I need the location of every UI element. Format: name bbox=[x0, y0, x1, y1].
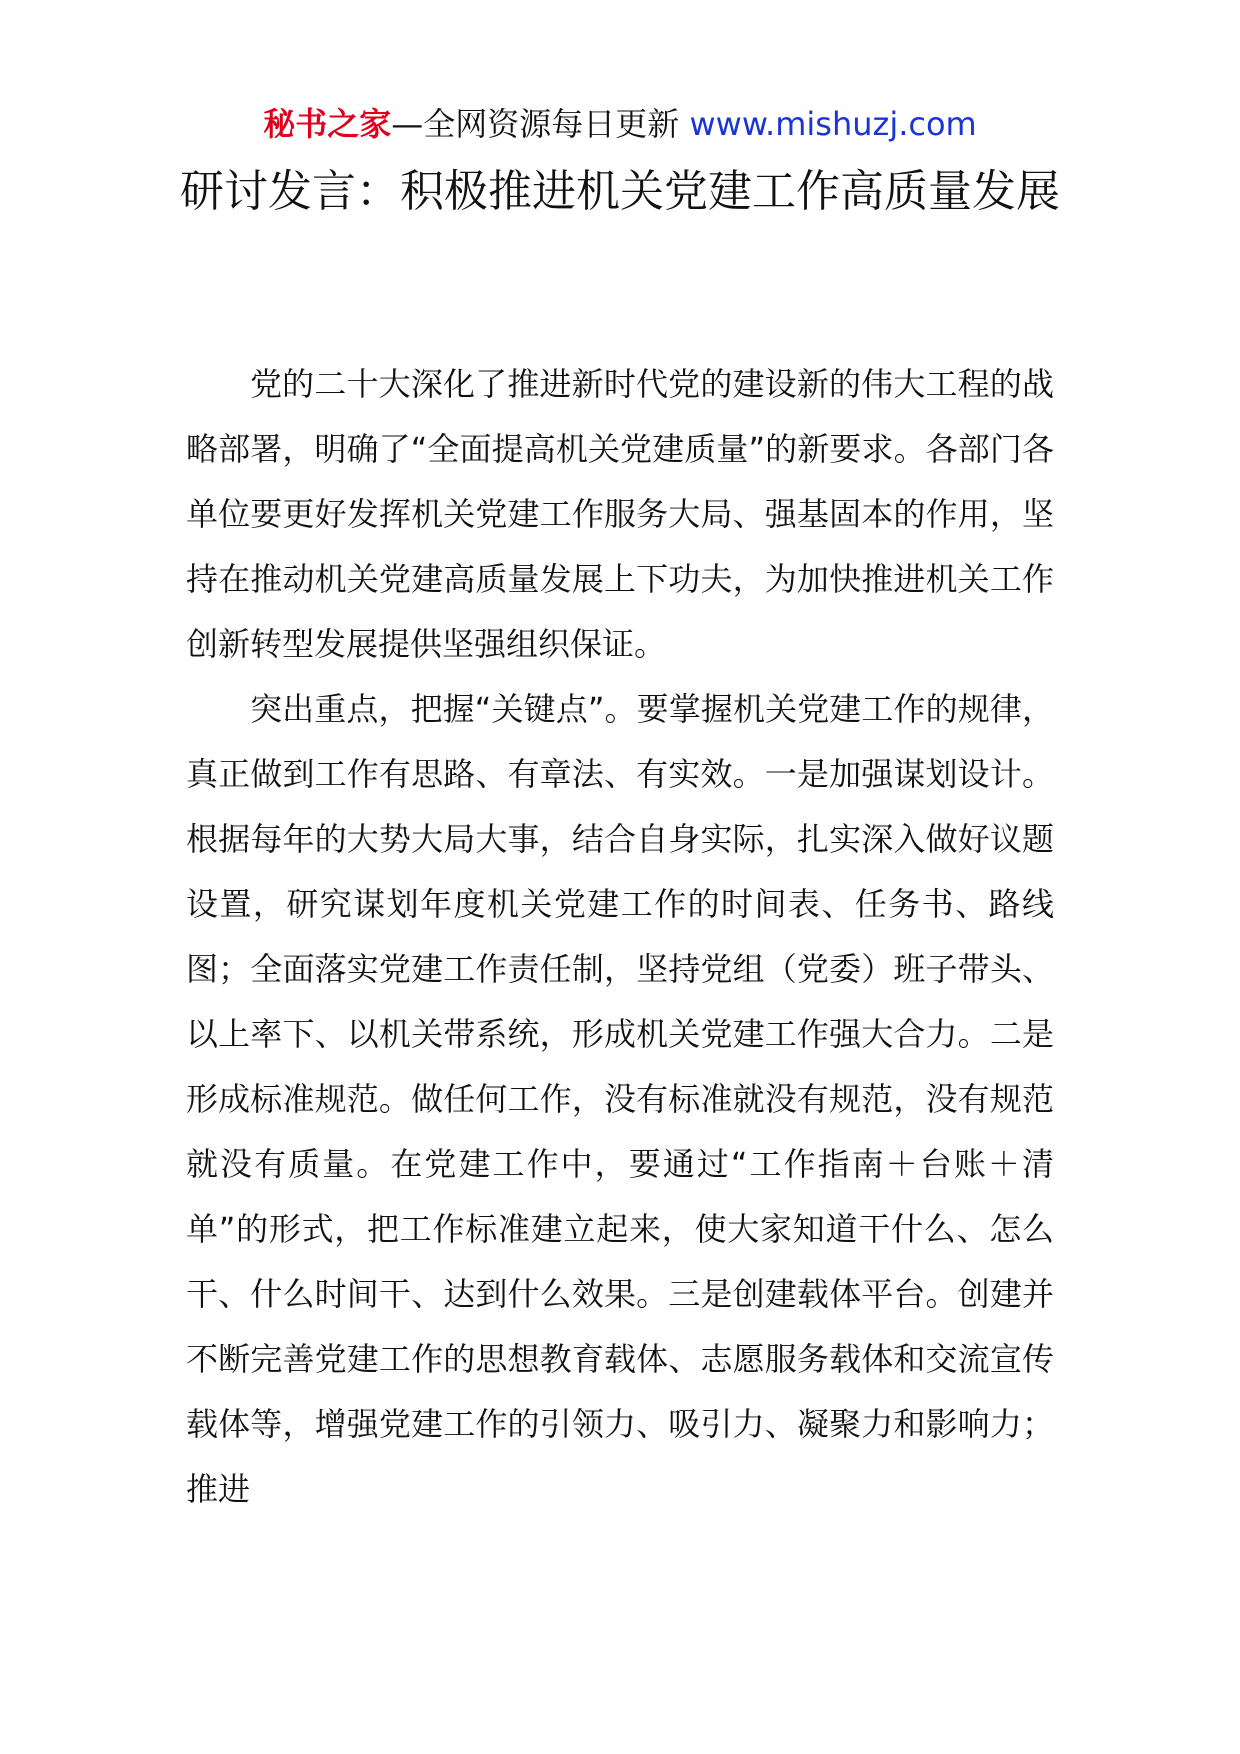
document-body bbox=[186, 352, 1054, 1522]
site-url-link[interactable]: www.mishuzj.com bbox=[689, 105, 977, 143]
paragraph-key-points: 突出重点，把握“关键点”。要掌握机关党建工作的规律，真正做到工作有思路、有章法、有实效。一是加强谋划设计。根据每年的大势大局大事，结合自身实际，扎实深入做好议题设置，研究谋划年度机关党建工作的时间表、任务书、路线图；全面落实党建工作责任制，坚持党组（党委）班子带头、以上率下、以机关带系统，形成机关党建工作强大合力。二是形成标准规范。做任何工作，没有标准就没有规范，没有规范就没有质量。在党建工作中，要通过“工作指南＋台账＋清单”的形式，把工作标准建立起来，使大家知道干什么、怎么干、什么时间干、达到什么效果。三是创建载体平台。创建并不断完善党建工作的思想教育载体、志愿服务载体和交流宣传载体等，增强党建工作的引领力、吸引力、凝聚力和影响力；推进 bbox=[186, 690, 1054, 1508]
document-title: 研讨发言：积极推进机关党建工作高质量发展 bbox=[180, 166, 1060, 217]
site-brand: 秘书之家 bbox=[263, 105, 392, 143]
paragraph-intro: 党的二十大深化了推进新时代党的建设新的伟大工程的战略部署，明确了“全面提高机关党建质量”的新要求。各部门各单位要更好发挥机关党建工作服务大局、强基固本的作用，坚持在推动机关党建高质量发展上下功夫，为加快推进机关工作创新转型发展提供坚强组织保证。 bbox=[186, 365, 1054, 663]
site-tagline: —全网资源每日更新 bbox=[391, 105, 680, 143]
site-header bbox=[0, 104, 1240, 144]
